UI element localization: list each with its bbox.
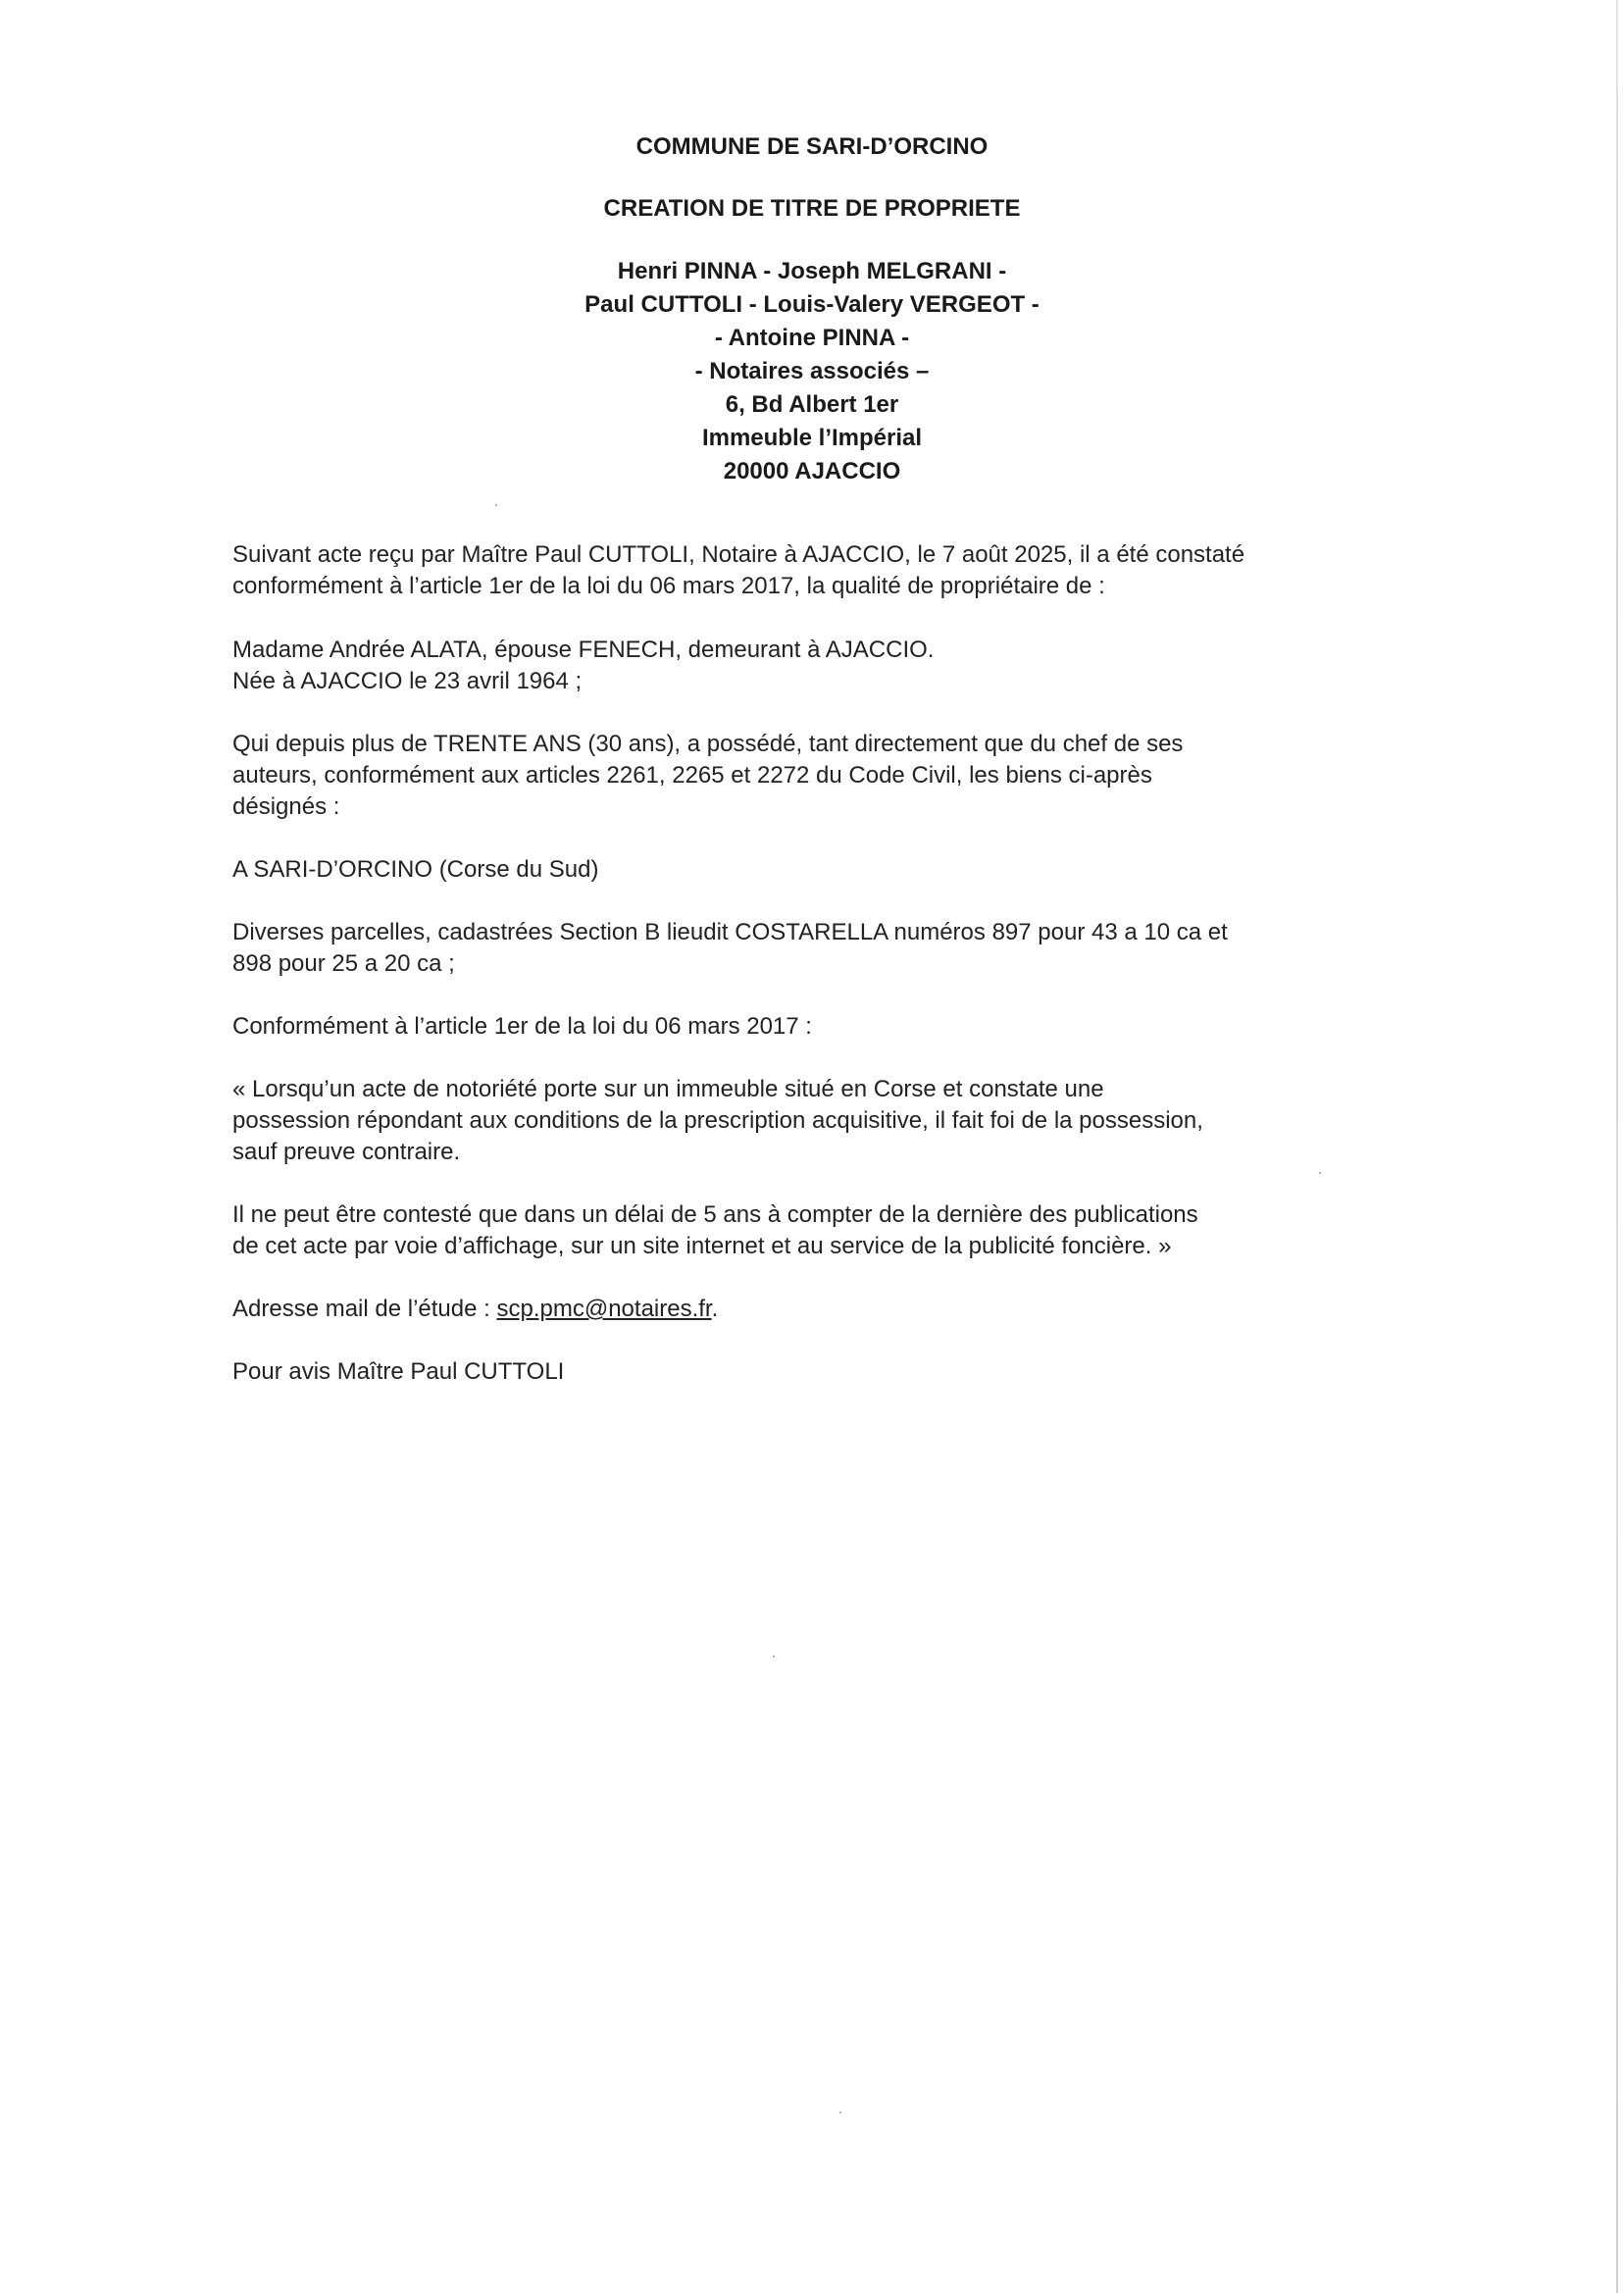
paragraph-location (232, 854, 1390, 886)
text-line: de cet acte par voie d’affichage, sur un site internet et au service de la publicité foncière. » (232, 1233, 1172, 1259)
notary-office-block (0, 255, 1624, 488)
paragraph-deed (232, 539, 1390, 602)
email-label: Adresse mail de l’étude : (232, 1296, 497, 1322)
text-line: Conformément à l’article 1er de la loi du 06 mars 2017 : (232, 1013, 812, 1040)
text-line: Suivant acte reçu par Maître Paul CUTTOLI, Notaire à AJACCIO, le 7 août 2025, il a été constaté (232, 541, 1245, 568)
paragraph-law-reference (232, 1011, 1390, 1043)
paragraph-law-quote (232, 1074, 1390, 1168)
text-line: auteurs, conformément aux articles 2261, 2265 et 2272 du Code Civil, les biens ci-après (232, 762, 1152, 789)
text-line: Née à AJACCIO le 23 avril 1964 ; (232, 668, 583, 694)
text-line: Madame Andrée ALATA, épouse FENECH, demeurant à AJACCIO. (232, 637, 935, 663)
email-link[interactable]: scp.pmc@notaires.fr (496, 1296, 712, 1322)
email-suffix: . (711, 1296, 719, 1322)
address-city: 20000 AJACCIO (723, 458, 901, 484)
text-line: désignés : (232, 793, 340, 820)
paragraph-possession (232, 729, 1390, 823)
document-title: CREATION DE TITRE DE PROPRIETE (603, 195, 1021, 222)
text-line: 898 pour 25 a 20 ca ; (232, 950, 455, 977)
email-line (232, 1294, 1390, 1325)
text-line: possession répondant aux conditions de la prescription acquisitive, il fait foi de la possession, (232, 1107, 1203, 1134)
notaries-line: - Antoine PINNA - (714, 325, 910, 351)
notaries-line: Henri PINNA - Joseph MELGRANI - (617, 258, 1007, 284)
commune-heading: COMMUNE DE SARI-D’ORCINO (635, 133, 989, 160)
paragraph-owner (232, 635, 1390, 697)
scan-speck (1319, 1172, 1321, 1174)
paragraph-closing (232, 1356, 1390, 1388)
text-line: « Lorsqu’un acte de notoriété porte sur un immeuble situé en Corse et constate une (232, 1076, 1104, 1102)
scan-speck (773, 1656, 775, 1657)
text-line: A SARI-D’ORCINO (Corse du Sud) (232, 856, 599, 883)
text-line: sauf preuve contraire. (232, 1139, 461, 1165)
address-street: 6, Bd Albert 1er (725, 391, 899, 418)
notaries-line: - Notaires associés – (694, 358, 930, 384)
notaries-line: Paul CUTTOLI - Louis-Valery VERGEOT - (584, 291, 1040, 318)
signature-line: Pour avis Maître Paul CUTTOLI (232, 1358, 565, 1385)
text-line: Qui depuis plus de TRENTE ANS (30 ans), a possédé, tant directement que du chef de ses (232, 731, 1184, 757)
text-line: Il ne peut être contesté que dans un délai de 5 ans à compter de la dernière des publications (232, 1201, 1198, 1228)
text-line: Diverses parcelles, cadastrées Section B lieudit COSTARELLA numéros 897 pour 43 a 10 ca et (232, 919, 1228, 945)
scan-speck (495, 504, 497, 506)
paragraph-contest-period (232, 1199, 1390, 1262)
scan-speck (839, 2112, 841, 2114)
address-building: Immeuble l’Impérial (701, 425, 923, 451)
paragraph-parcels (232, 917, 1390, 980)
paragraph-email (232, 1294, 1390, 1325)
text-line: conformément à l’article 1er de la loi du 06 mars 2017, la qualité de propriétaire de : (232, 573, 1105, 599)
